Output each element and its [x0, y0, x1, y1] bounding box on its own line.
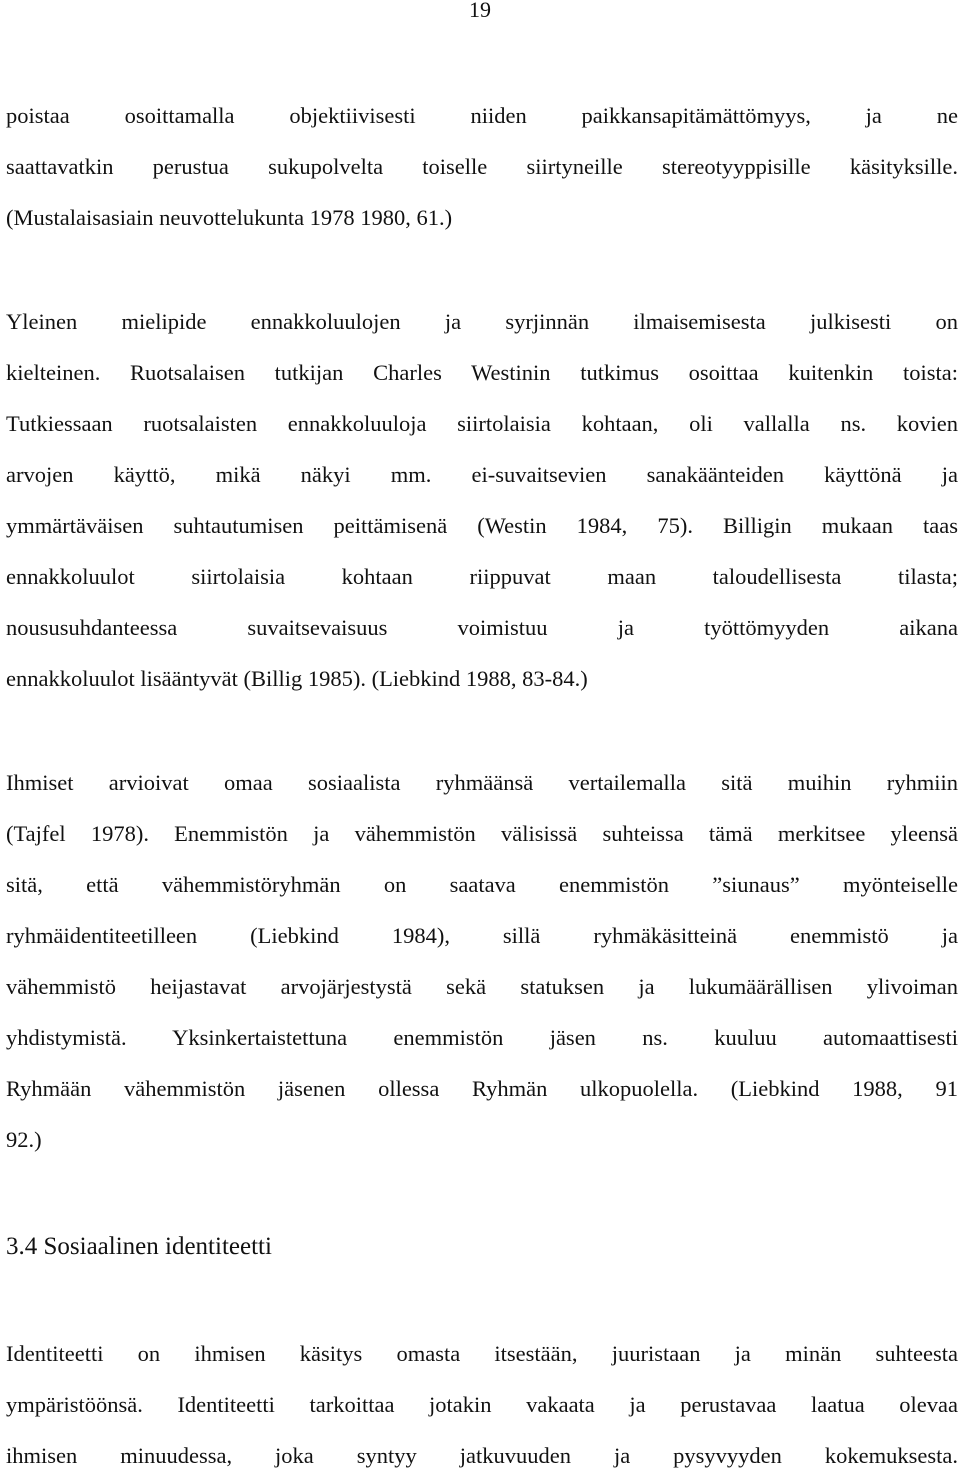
paragraph-3-line-3: sitä, että vähemmistöryhmän on saatava enemmistön ”siunaus” myönteiselle: [6, 872, 958, 897]
paragraph-3-line-1: Ihmiset arvioivat omaa sosiaalista ryhmäänsä vertailemalla sitä muihin ryhmiin: [6, 770, 958, 795]
paragraph-1-line-2: saattavatkin perustua sukupolvelta toiselle siirtyneille stereotyyppisille käsityksille.: [6, 154, 958, 179]
paragraph-2-line-7: noususuhdanteessa suvaitsevaisuus voimistuu ja työttömyyden aikana: [6, 615, 958, 640]
paragraph-2-line-5: ymmärtäväisen suhtautumisen peittämisenä (Westin 1984, 75). Billigin mukaan taas: [6, 513, 958, 538]
section-heading: 3.4 Sosiaalinen identiteetti: [6, 1233, 272, 1260]
paragraph-2-line-4: arvojen käyttö, mikä näkyi mm. ei-suvaitsevien sanakäänteiden käyttönä ja: [6, 462, 958, 487]
paragraph-2-line-3: Tutkiessaan ruotsalaisten ennakkoluuloja siirtolaisia kohtaan, oli vallalla ns. kovien: [6, 411, 958, 436]
page-number: 19: [469, 0, 491, 22]
final-paragraph-line-1: Identiteetti on ihmisen käsitys omasta itsestään, juuristaan ja minän suhteesta: [6, 1341, 958, 1366]
paragraph-3-line-4: ryhmäidentiteetilleen (Liebkind 1984), sillä ryhmäkäsitteinä enemmistö ja: [6, 923, 958, 948]
paragraph-2-line-1: Yleinen mielipide ennakkoluulojen ja syrjinnän ilmaisemisesta julkisesti on: [6, 309, 958, 334]
paragraph-1-line-3: (Mustalaisasiain neuvottelukunta 1978 1980, 61.): [6, 205, 453, 230]
paragraph-3-line-2: (Tajfel 1978). Enemmistön ja vähemmistön välisissä suhteissa tämä merkitsee yleensä: [6, 821, 958, 846]
paragraph-1-line-1: poistaa osoittamalla objektiivisesti niiden paikkansapitämättömyys, ja ne: [6, 103, 958, 128]
paragraph-3-line-5: vähemmistö heijastavat arvojärjestystä sekä statuksen ja lukumäärällisen ylivoiman: [6, 974, 958, 999]
paragraph-3-line-7: Ryhmään vähemmistön jäsenen ollessa Ryhmän ulkopuolella. (Liebkind 1988, 91: [6, 1076, 958, 1101]
paragraph-2-line-8: ennakkoluulot lisääntyvät (Billig 1985). (Liebkind 1988, 83-84.): [6, 666, 588, 691]
paragraph-3-line-6: yhdistymistä. Yksinkertaistettuna enemmistön jäsen ns. kuuluu automaattisesti: [6, 1025, 958, 1050]
final-paragraph-line-3: ihmisen minuudessa, joka syntyy jatkuvuuden ja pysyvyyden kokemuksesta.: [6, 1443, 958, 1468]
paragraph-3-line-8: 92.): [6, 1127, 42, 1152]
paragraph-2-line-2: kielteinen. Ruotsalaisen tutkijan Charles Westinin tutkimus osoittaa kuitenkin toista:: [6, 360, 958, 385]
final-paragraph-line-2: ympäristöönsä. Identiteetti tarkoittaa jotakin vakaata ja perustavaa laatua olevaa: [6, 1392, 958, 1417]
paragraph-2-line-6: ennakkoluulot siirtolaisia kohtaan riippuvat maan taloudellisesta tilasta;: [6, 564, 958, 589]
